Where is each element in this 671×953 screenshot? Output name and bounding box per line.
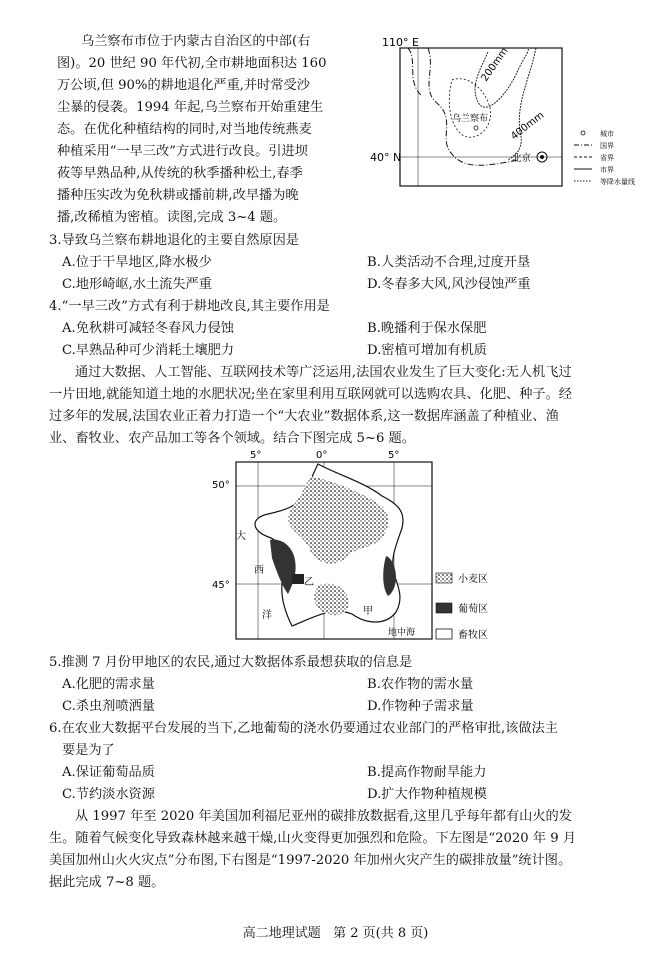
q6-stem-line-2: 要是为了 [62, 743, 115, 758]
intro1-line-4: 尘暴的侵袭。1994 年起,乌兰察布开始重建生 [57, 100, 324, 115]
legend-city-boundary-label: 市界 [600, 166, 614, 174]
intro1-line-6: 种植采用“一早三改”方式进行改良。引进坝 [57, 144, 308, 159]
map2-lon-mid-label: 0° [316, 450, 328, 461]
map2-lat-bottom-label: 45° [212, 580, 230, 591]
legend-isohyet-label: 等降水量线 [600, 178, 635, 186]
intro3-line-2: 生。随着气候变化导致森林越来越干燥,山火变得更加强烈和危险。下左图是“2020 年 9 月 [49, 831, 577, 846]
map2-sea-label: 地中海 [388, 628, 416, 638]
legend-city-icon [581, 131, 585, 135]
intro1-line-1: 乌兰察布市位于内蒙古自治区的中部(右 [81, 34, 311, 49]
map2-lat-top-label: 50° [212, 480, 230, 491]
map2-legend [436, 572, 488, 641]
intro1-line-7: 莜等早熟品种,从传统的秋季播种松土,春季 [57, 166, 303, 181]
intro3-line-1: 从 1997 年至 2020 年美国加利福尼亚州的碳排放数据看,这里几乎每年都有山火的发 [75, 809, 572, 824]
q4-option-c[interactable]: C.早熟品种可少消耗土壤肥力 [62, 343, 235, 358]
map1-lon-label: 110° E [382, 36, 419, 49]
q6-stem-line-1: 6.在农业大数据平台发展的当下,乙地葡萄的浇水仍要通过农业部门的严格审批,该做法主 [49, 721, 558, 736]
q3-option-d[interactable]: D.冬春多大风,风沙侵蚀严重 [367, 277, 531, 292]
q5-option-b[interactable]: B.农作物的需水量 [367, 677, 474, 692]
q4-stem: 4.“一早三改”方式有利于耕地改良,其主要作用是 [49, 299, 330, 314]
page-footer: 高二地理试题 第 2 页(共 8 页) [242, 926, 429, 941]
legend-wheat-swatch [436, 573, 452, 583]
map1-lat-label: 40° N [370, 151, 402, 164]
ulanqab-city-icon [474, 126, 478, 130]
intro3-line-3: 美国加州山火火灾点”分布图,下右图是“1997-2020 年加州火灾产生的碳排放量”统计图。 [49, 853, 572, 868]
map2-ocean-char-2: 西 [254, 565, 264, 576]
q4-option-d[interactable]: D.密植可增加有机质 [367, 343, 487, 358]
q3-stem: 3.导致乌兰察布耕地退化的主要自然原因是 [49, 233, 299, 248]
intro3-line-4: 据此完成 7~8 题。 [49, 875, 165, 890]
map1-legend [574, 129, 635, 186]
q5-stem: 5.推测 7 月份甲地区的农民,通过大数据体系最想获取的信息是 [49, 655, 413, 670]
q6-option-c[interactable]: C.节约淡水资源 [62, 787, 155, 802]
q6-option-a[interactable]: A.保证葡萄品质 [62, 765, 155, 780]
intro2-line-4: 业、畜牧业、农产品加工等各个领域。结合下图完成 5~6 题。 [49, 431, 415, 446]
map2-yi-label: 乙 [304, 577, 314, 588]
legend-pasture-label: 畜牧区 [458, 630, 488, 641]
intro1-line-9: 播,改稀植为密植。读图,完成 3~4 题。 [57, 210, 287, 225]
legend-border-label: 国界 [600, 142, 614, 150]
q6-option-b[interactable]: B.提高作物耐旱能力 [367, 765, 487, 780]
q5-option-a[interactable]: A.化肥的需求量 [62, 677, 155, 692]
legend-grape-label: 葡萄区 [458, 604, 488, 615]
ulanqab-map [368, 30, 664, 196]
intro2-line-1: 通过大数据、人工智能、互联网技术等广泛运用,法国农业发生了巨大变化:无人机飞过 [75, 365, 572, 380]
intro1-line-5: 态。在优化种植结构的同时,对当地传统燕麦 [57, 122, 312, 137]
intro1-line-2: 图)。20 世纪 90 年代初,全市耕地面积达 160 [57, 56, 327, 71]
map2-lon-left-label: 5° [250, 450, 262, 461]
map2-ocean-char-1: 大 [236, 531, 246, 542]
map2-ocean-char-3: 洋 [262, 610, 272, 621]
legend-city-label: 城市 [600, 130, 614, 138]
legend-wheat-label: 小麦区 [458, 574, 488, 585]
map1-iso400-label: 400mm [509, 109, 547, 143]
q5-option-c[interactable]: C.杀虫剂喷洒量 [62, 699, 155, 714]
legend-province-label: 省界 [600, 154, 614, 162]
map2-jia-label: 甲 [363, 606, 373, 617]
map1-capital-label: 北京 [512, 153, 532, 164]
map1-city-label: 乌兰察布 [452, 114, 489, 124]
intro2-line-3: 过多年的发展,法国农业正着力打造一个“大农业”数据体系,这一数据库涵盖了种植业、渔 [49, 409, 559, 424]
q4-option-b[interactable]: B.晚播利于保水保肥 [367, 321, 487, 336]
intro2-line-2: 一片田地,就能知道土地的水肥状况;坐在家里利用互联网就可以选购农具、化肥、种子。经 [49, 387, 572, 402]
q5-option-d[interactable]: D.作物种子需求量 [367, 699, 474, 714]
q3-option-c[interactable]: C.地形崎岖,水土流失严重 [62, 277, 212, 292]
intro1-line-3: 万公顷,但 90%的耕地退化严重,并时常受沙 [57, 78, 310, 93]
france-map [206, 446, 506, 646]
q3-option-a[interactable]: A.位于干旱地区,降水极少 [62, 255, 212, 270]
intro1-line-8: 播种压实改为免秋耕或播前耕,改早播为晚 [57, 188, 299, 203]
map2-lon-right-label: 5° [388, 450, 400, 461]
legend-pasture-swatch [436, 629, 452, 639]
q6-option-d[interactable]: D.扩大作物种植规模 [367, 787, 487, 802]
legend-grape-swatch [436, 603, 452, 613]
q3-option-b[interactable]: B.人类活动不合理,过度开垦 [367, 255, 531, 270]
map1-iso200-label: 200mm [479, 45, 511, 84]
q4-option-a[interactable]: A.免秋耕可减轻冬春风力侵蚀 [62, 321, 234, 336]
